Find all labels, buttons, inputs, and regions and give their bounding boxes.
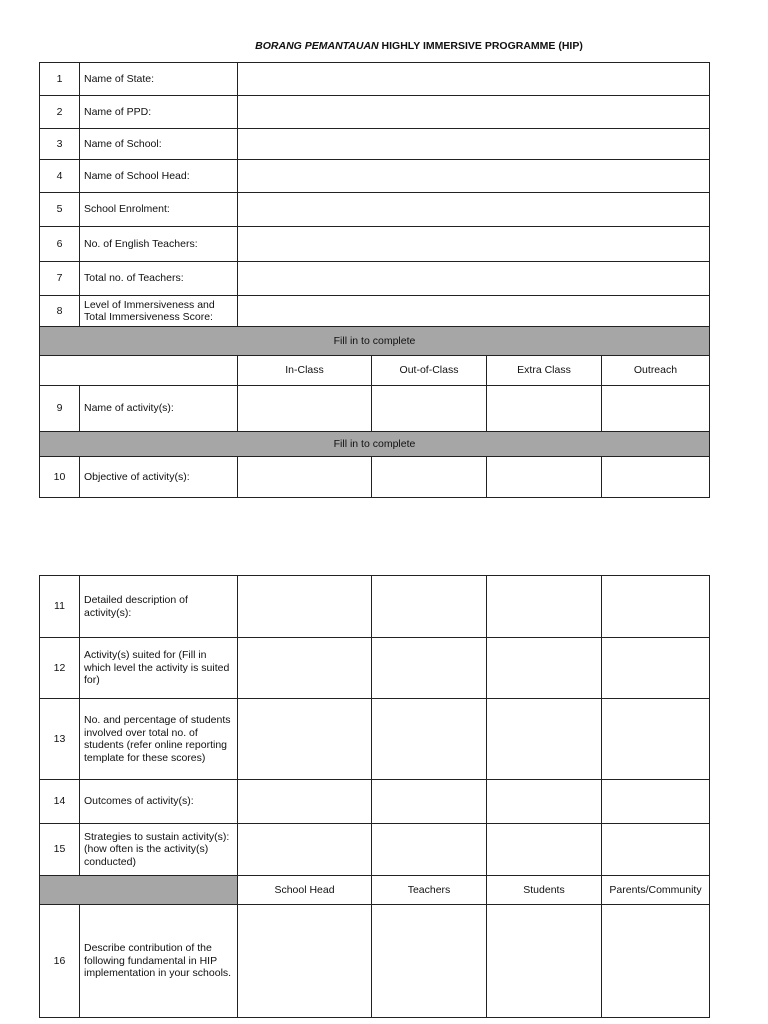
upper-form-table bbox=[39, 62, 710, 498]
level-outreach-input[interactable] bbox=[602, 638, 710, 699]
row-number: 15 bbox=[40, 824, 80, 876]
school-input[interactable] bbox=[238, 129, 710, 160]
row-number: 11 bbox=[40, 576, 80, 638]
row-number: 14 bbox=[40, 780, 80, 824]
activity-header-row bbox=[40, 356, 710, 386]
form-row-3 bbox=[40, 129, 710, 160]
description-outreach-input[interactable] bbox=[602, 576, 710, 638]
form-row-4 bbox=[40, 160, 710, 193]
form-row-11 bbox=[40, 576, 710, 638]
description-extra-class-input[interactable] bbox=[487, 576, 602, 638]
form-row-6 bbox=[40, 227, 710, 262]
form-row-10 bbox=[40, 457, 710, 498]
students-in-class-input[interactable] bbox=[238, 699, 372, 780]
english-teachers-input[interactable] bbox=[238, 227, 710, 262]
ppd-input[interactable] bbox=[238, 96, 710, 129]
description-out-of-class-input[interactable] bbox=[372, 576, 487, 638]
fill-in-banner: Fill in to complete bbox=[40, 432, 710, 457]
form-title bbox=[0, 40, 768, 52]
col-out-of-class: Out-of-Class bbox=[372, 356, 487, 386]
row-label: Total no. of Teachers: bbox=[80, 262, 238, 296]
form-row-1 bbox=[40, 63, 710, 96]
form-title-italic: BORANG PEMANTAUAN bbox=[255, 40, 379, 52]
total-teachers-input[interactable] bbox=[238, 262, 710, 296]
objective-outreach-input[interactable] bbox=[602, 457, 710, 498]
form-row-5 bbox=[40, 193, 710, 227]
col-school-head: School Head bbox=[238, 876, 372, 905]
col-students: Students bbox=[487, 876, 602, 905]
col-in-class: In-Class bbox=[238, 356, 372, 386]
fill-in-banner: Fill in to complete bbox=[40, 327, 710, 356]
form-row-12 bbox=[40, 638, 710, 699]
row-number: 9 bbox=[40, 386, 80, 432]
students-extra-class-input[interactable] bbox=[487, 699, 602, 780]
row-number: 5 bbox=[40, 193, 80, 227]
description-in-class-input[interactable] bbox=[238, 576, 372, 638]
students-out-of-class-input[interactable] bbox=[372, 699, 487, 780]
row-label: Name of School: bbox=[80, 129, 238, 160]
row-label: Strategies to sustain activity(s): (how often is the activity(s) conducted) bbox=[80, 824, 238, 876]
contribution-parents-input[interactable] bbox=[602, 905, 710, 1018]
objective-out-of-class-input[interactable] bbox=[372, 457, 487, 498]
row-label: No. and percentage of students involved over total no. of students (refer online reporting template for these scores) bbox=[80, 699, 238, 780]
row-label: No. of English Teachers: bbox=[80, 227, 238, 262]
stakeholder-header-row bbox=[40, 876, 710, 905]
row-number: 1 bbox=[40, 63, 80, 96]
row-label: Name of activity(s): bbox=[80, 386, 238, 432]
row-number: 7 bbox=[40, 262, 80, 296]
form-row-2 bbox=[40, 96, 710, 129]
row-number: 2 bbox=[40, 96, 80, 129]
row-number: 13 bbox=[40, 699, 80, 780]
col-extra-class: Extra Class bbox=[487, 356, 602, 386]
activity-outreach-input[interactable] bbox=[602, 386, 710, 432]
form-row-14 bbox=[40, 780, 710, 824]
activity-extra-class-input[interactable] bbox=[487, 386, 602, 432]
students-outreach-input[interactable] bbox=[602, 699, 710, 780]
row-label: Name of PPD: bbox=[80, 96, 238, 129]
col-outreach: Outreach bbox=[602, 356, 710, 386]
activity-out-of-class-input[interactable] bbox=[372, 386, 487, 432]
row-label: Describe contribution of the following fundamental in HIP implementation in your schools. bbox=[80, 905, 238, 1018]
outcomes-out-of-class-input[interactable] bbox=[372, 780, 487, 824]
strategies-out-of-class-input[interactable] bbox=[372, 824, 487, 876]
header-shaded-blank bbox=[40, 876, 238, 905]
objective-extra-class-input[interactable] bbox=[487, 457, 602, 498]
header-blank bbox=[40, 356, 238, 386]
contribution-teachers-input[interactable] bbox=[372, 905, 487, 1018]
row-label: Name of State: bbox=[80, 63, 238, 96]
school-head-input[interactable] bbox=[238, 160, 710, 193]
level-extra-class-input[interactable] bbox=[487, 638, 602, 699]
row-number: 16 bbox=[40, 905, 80, 1018]
fill-banner-row-2 bbox=[40, 432, 710, 457]
form-title-main: HIGHLY IMMERSIVE PROGRAMME (HIP) bbox=[381, 40, 583, 52]
state-input[interactable] bbox=[238, 63, 710, 96]
row-number: 8 bbox=[40, 296, 80, 327]
contribution-students-input[interactable] bbox=[487, 905, 602, 1018]
activity-in-class-input[interactable] bbox=[238, 386, 372, 432]
strategies-extra-class-input[interactable] bbox=[487, 824, 602, 876]
row-number: 4 bbox=[40, 160, 80, 193]
level-out-of-class-input[interactable] bbox=[372, 638, 487, 699]
form-row-9 bbox=[40, 386, 710, 432]
outcomes-in-class-input[interactable] bbox=[238, 780, 372, 824]
contribution-school-head-input[interactable] bbox=[238, 905, 372, 1018]
enrolment-input[interactable] bbox=[238, 193, 710, 227]
row-label: Activity(s) suited for (Fill in which level the activity is suited for) bbox=[80, 638, 238, 699]
row-number: 12 bbox=[40, 638, 80, 699]
row-label: Outcomes of activity(s): bbox=[80, 780, 238, 824]
col-teachers: Teachers bbox=[372, 876, 487, 905]
fill-banner-row bbox=[40, 327, 710, 356]
level-in-class-input[interactable] bbox=[238, 638, 372, 699]
row-number: 3 bbox=[40, 129, 80, 160]
row-label: Level of Immersiveness and Total Immersiveness Score: bbox=[80, 296, 238, 327]
immersiveness-input[interactable] bbox=[238, 296, 710, 327]
row-number: 10 bbox=[40, 457, 80, 498]
form-row-13 bbox=[40, 699, 710, 780]
outcomes-extra-class-input[interactable] bbox=[487, 780, 602, 824]
row-label: Objective of activity(s): bbox=[80, 457, 238, 498]
row-label: Detailed description of activity(s): bbox=[80, 576, 238, 638]
outcomes-outreach-input[interactable] bbox=[602, 780, 710, 824]
row-number: 6 bbox=[40, 227, 80, 262]
strategies-outreach-input[interactable] bbox=[602, 824, 710, 876]
form-row-16 bbox=[40, 905, 710, 1018]
strategies-in-class-input[interactable] bbox=[238, 824, 372, 876]
form-row-8 bbox=[40, 296, 710, 327]
col-parents-community: Parents/Community bbox=[602, 876, 710, 905]
form-row-15 bbox=[40, 824, 710, 876]
objective-in-class-input[interactable] bbox=[238, 457, 372, 498]
row-label: Name of School Head: bbox=[80, 160, 238, 193]
form-row-7 bbox=[40, 262, 710, 296]
lower-form-table bbox=[39, 575, 710, 1018]
row-label: School Enrolment: bbox=[80, 193, 238, 227]
